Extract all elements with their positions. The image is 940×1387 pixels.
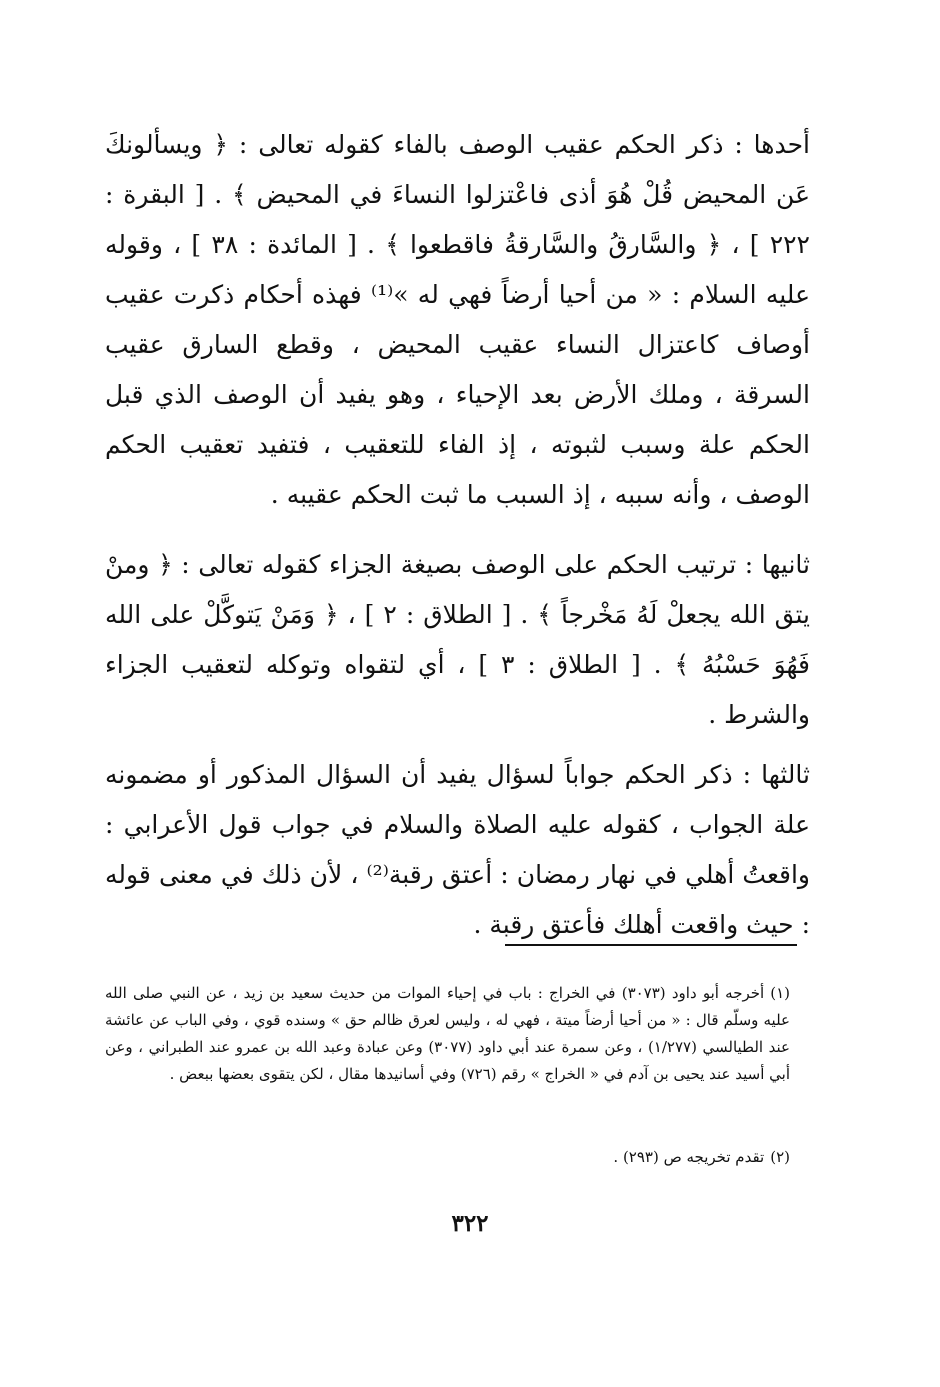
footnote-2-marker: (٢) xyxy=(770,1148,790,1166)
footnote-2 xyxy=(105,1144,790,1171)
footnote-separator xyxy=(505,944,797,946)
footnote-2-text: تقدم تخريجه ص (٢٩٣) . xyxy=(613,1148,765,1166)
footnote-1 xyxy=(105,980,790,1088)
footnote-1-text: أخرجه أبو داود (٣٠٧٣) في الخراج : باب في إحياء الموات من حديث سعيد بن زيد ، عن النبي صلى الله عليه وسلّم قال : « من أحيا أرضاً ميتة ، فهي له ، وليس لعرق ظالم حق » وسنده قوي ، وفي الباب عن عائشة عند الطيالسي (١/٢٧٧) ، وعن سمرة عند أبي داود (٣٠٧٧) وعن عبادة وعبد الله بن عمرو عند الطبراني ، وعن أبي أسيد عند يحيى بن آدم في « الخراج » رقم (٧٢٦) وفي أسانيدها مقال ، لكن يتقوى بعضها ببعض . xyxy=(105,984,790,1083)
footnote-1-marker: (١) xyxy=(770,984,790,1002)
page-number: ٣٢٢ xyxy=(451,1210,489,1237)
paragraph-first-method: أحدها : ذكر الحكم عقيب الوصف بالفاء كقوله تعالى : ﴿ ويسألونكَ عَن المحيض قُلْ هُوَ أذى فاعْتزلوا النساءَ في المحيض ﴾ . [ البقرة : ٢٢٢ ] ، ﴿ والسَّارقُ والسَّارقةُ فاقطعوا ﴾ . [ المائدة : ٣٨ ] ، وقوله عليه السلام : « من أحيا أرضاً فهي له »⁽¹⁾ فهذه أحكام ذكرت عقيب أوصاف كاعتزال النساء عقيب المحيض ، وقطع السارق عقيب السرقة ، وملك الأرض بعد الإحياء ، وهو يفيد أن الوصف الذي قبل الحكم علة وسبب لثبوته ، إذ الفاء للتعقيب ، فتفيد تعقيب الحكم الوصف ، وأنه سببه ، إذ السبب ما ثبت الحكم عقيبه . xyxy=(105,130,810,509)
paragraph-second-method: ثانيها : ترتيب الحكم على الوصف بصيغة الجزاء كقوله تعالى : ﴿ ومنْ يتق الله يجعلْ لَهُ مَخْرجاً ﴾ . [ الطلاق : ٢ ] ، ﴿ وَمَنْ يَتوكَّلْ على الله فَهُوَ حَسْبُهُ ﴾ . [ الطلاق : ٣ ] ، أي لتقواه وتوكله لتعقيب الجزاء والشرط . xyxy=(105,550,810,729)
paragraph-third-method: ثالثها : ذكر الحكم جواباً لسؤال يفيد أن السؤال المذكور أو مضمونه علة الجواب ، كقوله عليه الصلاة والسلام في جواب قول الأعرابي : واقعتُ أهلي في نهار رمضان : أعتق رقبة⁽²⁾ ، لأن ذلك في معنى قوله : حيث واقعت أهلك فأعتق رقبة . xyxy=(105,760,810,939)
